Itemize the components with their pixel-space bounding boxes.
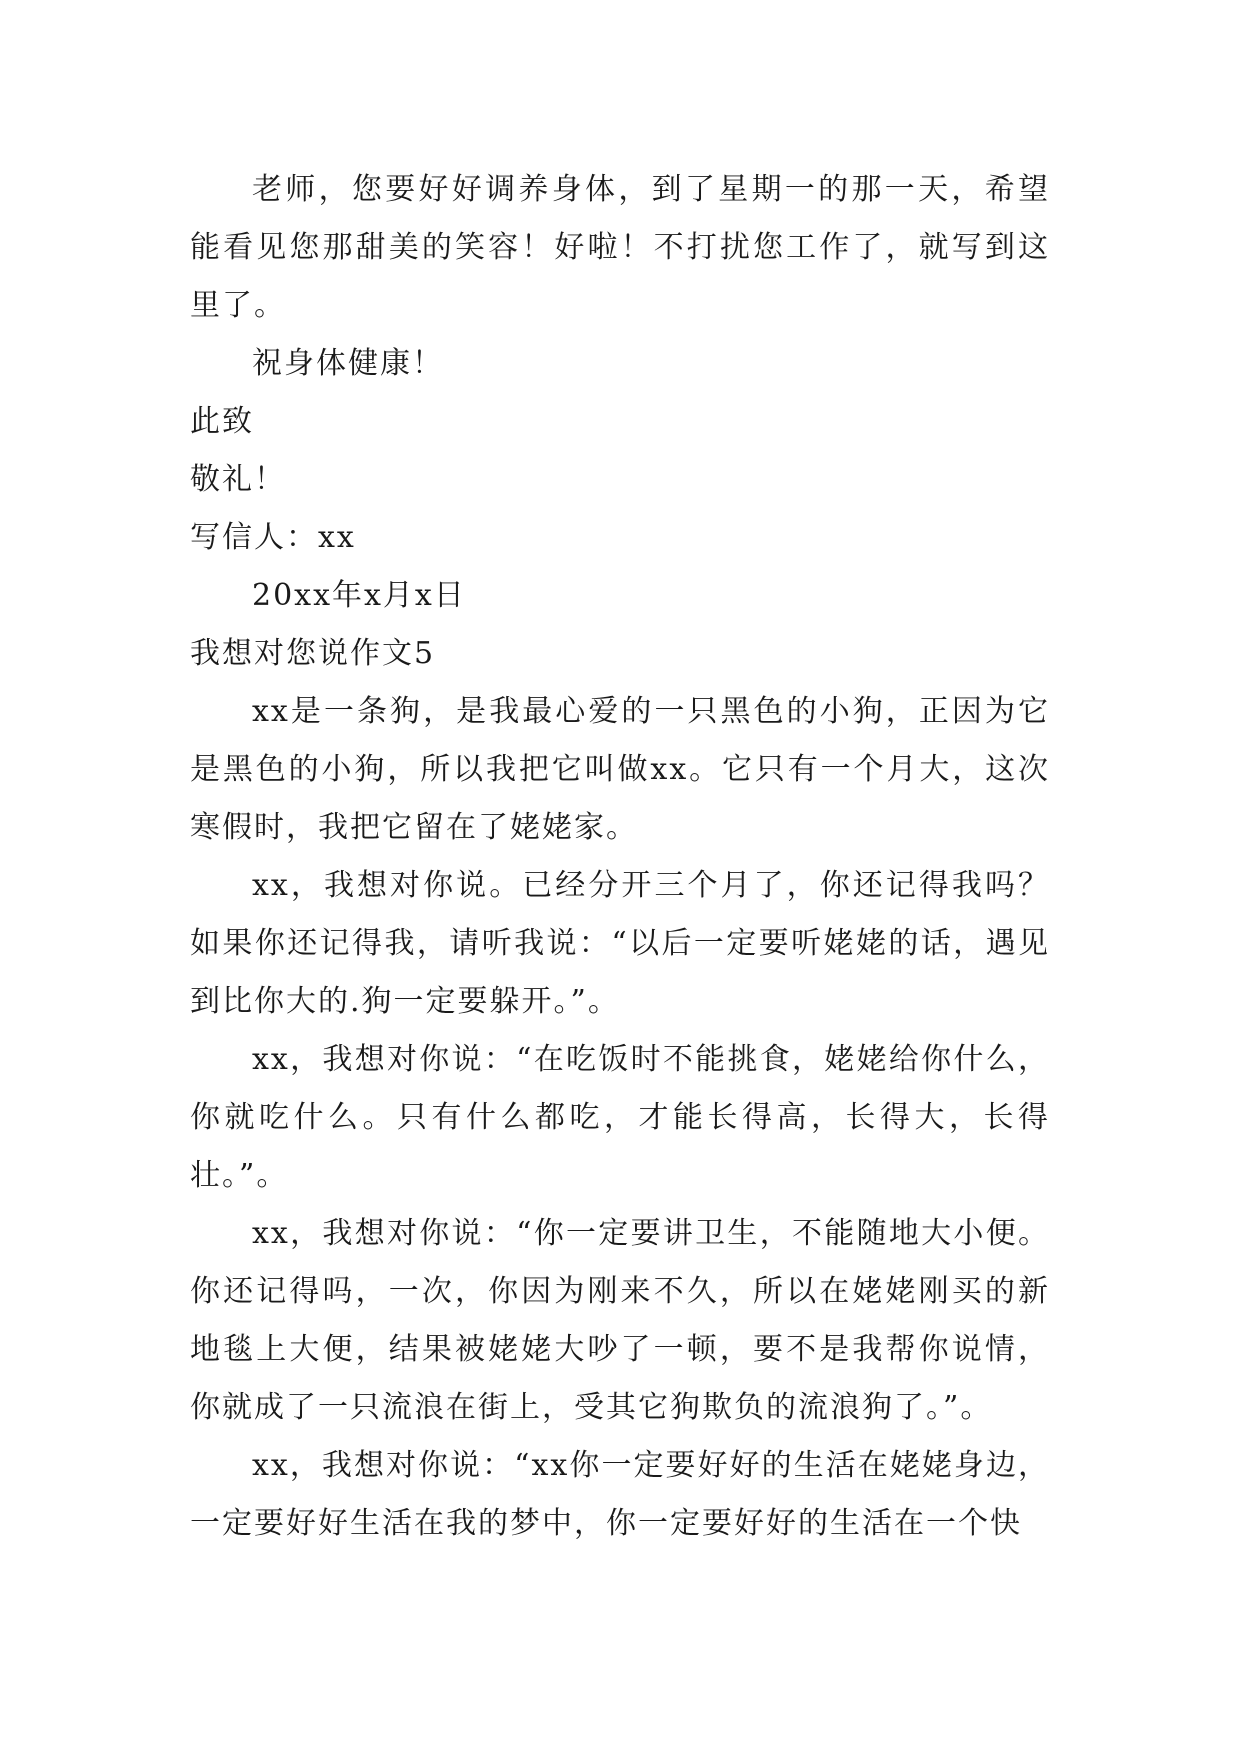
paragraph-body-1: xx，我想对你说。已经分开三个月了，你还记得我吗？如果你还记得我，请听我说：“以后一定要听姥姥的话，遇见到比你大的.狗一定要躲开。”。 [190, 868, 1050, 1019]
paragraph-intro: xx是一条狗，是我最心爱的一只黑色的小狗，正因为它是黑色的小狗，所以我把它叫做xx。它只有一个月大，这次寒假时，我把它留在了姥姥家。 [190, 694, 1050, 845]
paragraph-body-3: xx，我想对你说：“你一定要讲卫生，不能随地大小便。你还记得吗，一次，你因为刚来不久，所以在姥姥刚买的新地毯上大便，结果被姥姥大吵了一顿，要不是我帮你说情，你就成了一只流浪在街上，受其它狗欺负的流浪狗了。”。 [190, 1216, 1050, 1425]
paragraph-salutation: 此致 [190, 404, 254, 439]
document-body [190, 161, 1050, 1553]
essay-title: 我想对您说作文5 [190, 636, 436, 671]
paragraph-regards: 敬礼！ [190, 462, 286, 497]
paragraph-date: 20xx年x月x日 [252, 578, 466, 613]
paragraph-body-4: xx，我想对你说：“xx你一定要好好的生活在姥姥身边，一定要好好生活在我的梦中，你一定要好好的生活在一个快 [190, 1448, 1050, 1541]
paragraph-body-2: xx，我想对你说：“在吃饭时不能挑食，姥姥给你什么，你就吃什么。只有什么都吃，才能长得高，长得大，长得壮。”。 [190, 1042, 1050, 1193]
paragraph-closing-wishes: 老师，您要好好调养身体，到了星期一的那一天，希望能看见您那甜美的笑容！好啦！不打扰您工作了，就写到这里了。 [190, 172, 1050, 323]
paragraph-signature: 写信人：xx [190, 520, 356, 555]
paragraph-blessing: 祝身体健康！ [252, 346, 444, 381]
